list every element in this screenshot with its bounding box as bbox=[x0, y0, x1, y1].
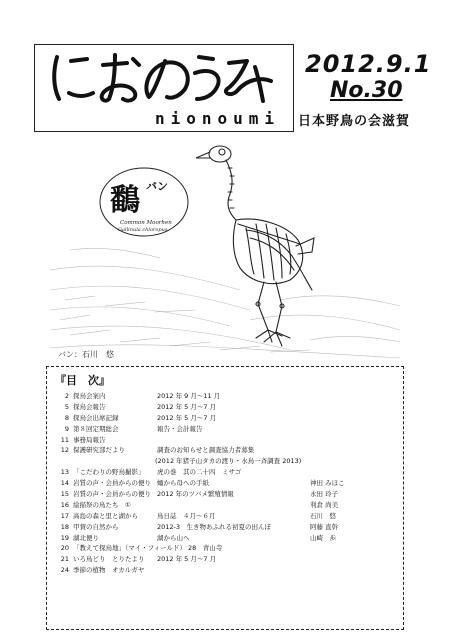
species-english-name: Common Moorhen bbox=[120, 220, 172, 226]
toc-row bbox=[47, 413, 403, 424]
ground-shading bbox=[50, 248, 400, 358]
toc-page-number: 15 bbox=[60, 490, 69, 499]
toc-list bbox=[47, 391, 403, 576]
issue-date: 2012.9.1 bbox=[305, 50, 432, 78]
masthead-logo bbox=[47, 49, 283, 105]
toc-row bbox=[47, 500, 403, 511]
toc-article-title: 絵描祭の鳥たち ① bbox=[73, 500, 131, 509]
toc-article-author: 永田 玲子 bbox=[310, 490, 339, 499]
toc-article-title: 高島の森と里と湖から bbox=[73, 511, 138, 520]
bird-skeleton bbox=[196, 146, 314, 346]
toc-article-title: 保護研究部だより bbox=[73, 446, 125, 455]
toc-page-number: 5 bbox=[64, 402, 69, 411]
toc-row bbox=[47, 424, 403, 435]
toc-row bbox=[47, 533, 403, 544]
toc-row bbox=[47, 511, 403, 522]
toc-page-number: 18 bbox=[60, 522, 69, 531]
toc-page-number: 11 bbox=[60, 435, 69, 444]
toc-article-author: 利倉 尚美 bbox=[310, 500, 339, 509]
toc-article-title: 湖北便り bbox=[73, 533, 99, 542]
toc-article-title: いろ鳥どり とりたより bbox=[73, 555, 145, 564]
toc-article-detail: 2012-3 生き物あふれる初夏の田んぼ bbox=[157, 522, 272, 531]
toc-page-number: 21 bbox=[60, 555, 69, 564]
toc-article-author: 石川 悠 bbox=[310, 511, 336, 520]
toc-article-title: 事務局報告 bbox=[73, 435, 106, 444]
toc-article-title: 「こだわりの野鳥撮影」 bbox=[73, 468, 145, 477]
toc-page-number: 20 bbox=[60, 544, 69, 553]
toc-article-detail: 調査のお知らせと調査協力者募集 bbox=[157, 446, 255, 455]
toc-row bbox=[47, 456, 403, 467]
toc-page-number: 2 bbox=[64, 392, 69, 400]
moorhen-skeleton-illustration bbox=[50, 120, 400, 362]
toc-row bbox=[47, 489, 403, 500]
table-of-contents bbox=[46, 366, 404, 630]
issue-number: No.30 bbox=[330, 78, 403, 103]
toc-page-number: 14 bbox=[60, 479, 69, 488]
toc-article-title: 甲賀の自然から bbox=[73, 522, 119, 531]
toc-row bbox=[47, 522, 403, 533]
organization-name: 日本野鳥の会滋賀 bbox=[298, 114, 411, 129]
toc-title: 『目 次』 bbox=[55, 374, 110, 387]
toc-article-author: 神田 みほこ bbox=[310, 479, 345, 488]
toc-row bbox=[47, 445, 403, 456]
toc-article-detail: 2012 年 5 月～7 月 bbox=[157, 555, 217, 564]
toc-article-detail: 湖から山へ bbox=[157, 533, 190, 542]
toc-article-title: 第８回定期総会 bbox=[73, 424, 119, 433]
toc-article-title: 季節の植物 オカルガヤ bbox=[73, 566, 145, 575]
toc-article-author: 山崎 歩 bbox=[310, 533, 336, 542]
species-kana: バン bbox=[146, 180, 168, 193]
toc-article-title: 探鳥会報告 bbox=[73, 402, 106, 411]
toc-row bbox=[47, 435, 403, 446]
toc-row bbox=[47, 402, 403, 413]
toc-article-title: 「教えて探鳥地」（マイ・フィールド） 28 青山寺 bbox=[73, 544, 223, 553]
toc-page-number: 13 bbox=[60, 468, 69, 477]
toc-page-number: 17 bbox=[60, 511, 69, 520]
toc-page-number: 12 bbox=[60, 446, 69, 455]
toc-page-number: 16 bbox=[60, 500, 69, 509]
species-kanji: 鷭 bbox=[110, 183, 140, 218]
toc-article-detail: 鳥日誌 ４月～６月 bbox=[157, 511, 216, 520]
toc-article-title: 岩質の声・会員からの便り bbox=[73, 490, 151, 499]
toc-row bbox=[47, 543, 403, 554]
toc-article-detail: 2012 年 9 月～11 月 bbox=[157, 392, 221, 400]
toc-article-detail: 2012 年のツバメ繁殖情報 bbox=[157, 490, 234, 499]
species-latin-name: Gallinula chloropus bbox=[118, 227, 168, 233]
toc-article-detail: 虎の巻 其の二十四 ミサゴ bbox=[157, 468, 242, 477]
toc-article-detail: 2012 年 5 月～7 月 bbox=[157, 413, 217, 422]
toc-article-detail: 蛹から母への手紙 bbox=[157, 479, 209, 488]
toc-page-number: 19 bbox=[60, 533, 69, 542]
illustration-credit: バン：石川 悠 bbox=[58, 350, 114, 359]
toc-page-number: 8 bbox=[64, 413, 69, 422]
toc-row bbox=[47, 554, 403, 565]
masthead-romaji: nionoumi bbox=[155, 109, 281, 128]
toc-row bbox=[47, 391, 403, 402]
toc-article-detail: (2012 年猪子山タカの渡り・水鳥一斉調査 2013) bbox=[155, 457, 302, 466]
toc-row bbox=[47, 467, 403, 478]
toc-article-title: 探鳥会案内 bbox=[73, 392, 106, 400]
toc-article-detail: 報告・会計報告 bbox=[157, 424, 203, 433]
toc-page-number: 24 bbox=[60, 566, 69, 575]
toc-article-title: 岩質の声・会員からの便り bbox=[73, 479, 151, 488]
toc-row bbox=[47, 478, 403, 489]
toc-article-detail: 2012 年 5 月～7 月 bbox=[157, 402, 217, 411]
toc-article-title: 探鳥会出席記録 bbox=[73, 413, 119, 422]
toc-row bbox=[47, 565, 403, 576]
toc-article-author: 阿藤 直幹 bbox=[310, 522, 339, 531]
masthead bbox=[34, 44, 294, 132]
toc-page-number: 9 bbox=[64, 424, 69, 433]
